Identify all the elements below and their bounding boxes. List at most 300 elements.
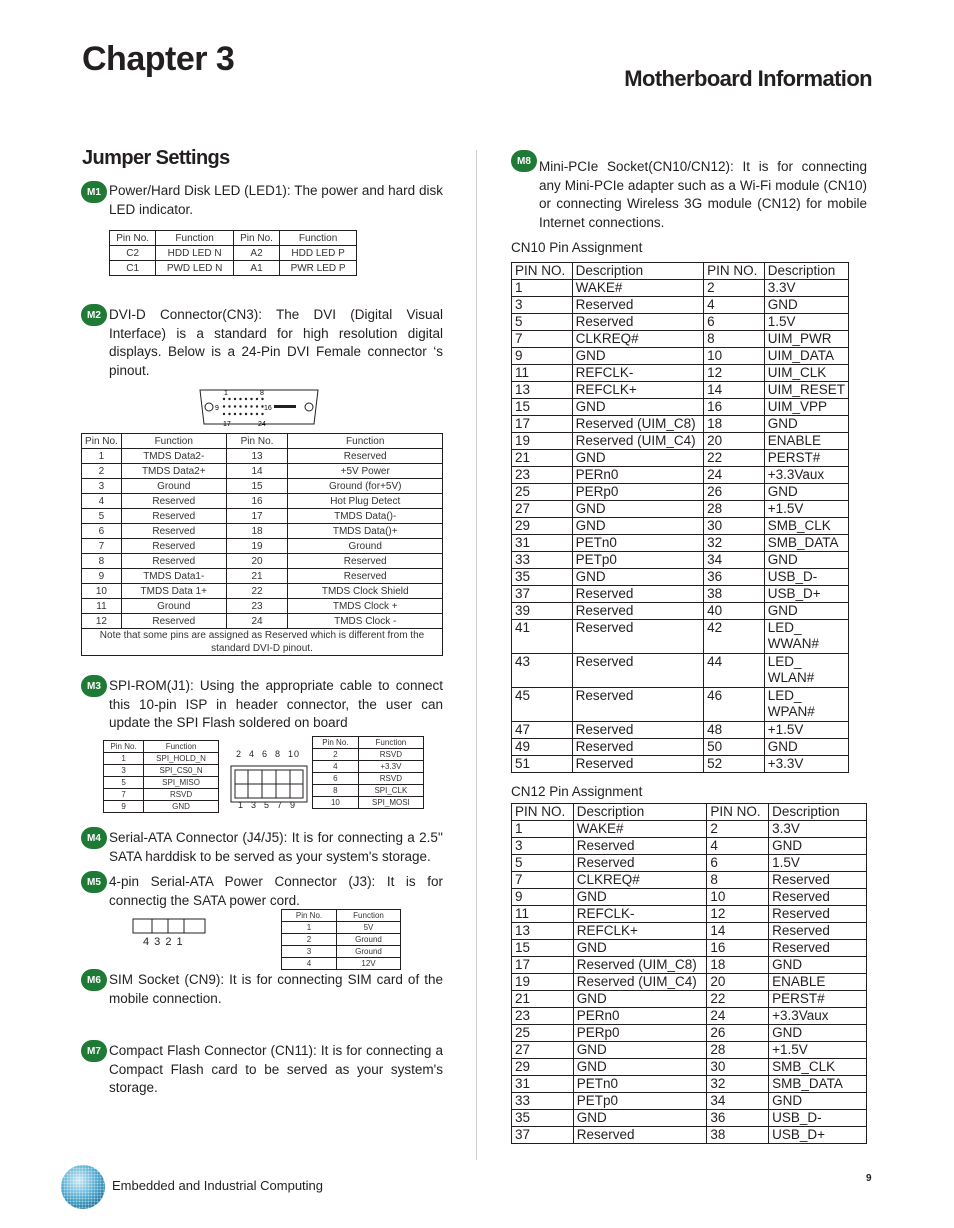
table-cell: 22 <box>707 991 769 1008</box>
table-cell: PETp0 <box>572 552 703 569</box>
table-cell: RSVD <box>358 749 423 761</box>
header-cell: Description <box>572 263 703 280</box>
table-cell: LED_ WLAN# <box>764 654 848 688</box>
table-cell: WAKE# <box>572 280 703 297</box>
header-cell: PIN NO. <box>512 804 574 821</box>
table-row <box>512 620 849 654</box>
table-cell: 4 <box>704 297 765 314</box>
table-cell: LED_ WPAN# <box>764 688 848 722</box>
table-cell: UIM_VPP <box>764 399 848 416</box>
led-pin-table-body <box>110 231 357 276</box>
table-cell: 21 <box>226 569 288 584</box>
table-cell: Reserved <box>572 314 703 331</box>
table-cell: 27 <box>512 501 573 518</box>
table-cell: 12 <box>707 906 769 923</box>
table-row <box>512 552 849 569</box>
table-cell: 12 <box>704 365 765 382</box>
table-cell: 2 <box>707 821 769 838</box>
table-cell: 11 <box>512 906 574 923</box>
header-cell: Function <box>280 231 357 246</box>
table-cell: CLKREQ# <box>573 872 707 889</box>
dvi-label-1: 1 <box>224 390 228 397</box>
table-cell: 34 <box>704 552 765 569</box>
table-cell: SMB_CLK <box>764 518 848 535</box>
table-cell: PERp0 <box>572 484 703 501</box>
table-row <box>82 569 443 584</box>
table-cell: Hot Plug Detect <box>288 494 443 509</box>
table-cell: 2 <box>704 280 765 297</box>
table-cell: 26 <box>707 1025 769 1042</box>
table-cell: 34 <box>707 1093 769 1110</box>
dvi-pin-dot <box>245 398 247 400</box>
header-cell: Function <box>121 434 226 449</box>
m8-description: Mini-PCIe Socket(CN10/CN12): It is for connecting any Mini-PCIe adapter such as a Wi-Fi module (CN10) or connecting Wireless 3G module (CN12) for mobile Internet connections. <box>539 159 867 230</box>
table-cell: 21 <box>512 991 574 1008</box>
table-cell: A2 <box>233 246 279 261</box>
table-cell: 14 <box>226 464 288 479</box>
m1-badge: M1 <box>81 181 107 203</box>
table-cell: TMDS Data2- <box>121 449 226 464</box>
table-cell: 1 <box>104 753 144 765</box>
table-cell: SPI_HOLD_N <box>144 753 219 765</box>
table-cell: 1 <box>282 922 337 934</box>
table-cell: Reserved <box>573 1127 707 1144</box>
table-note: Note that some pins are assigned as Reserved which is different from the standard DVI-D pinout. <box>82 629 443 656</box>
table-cell: RSVD <box>358 773 423 785</box>
table-cell: 6 <box>313 773 359 785</box>
header-cell: Pin No. <box>282 910 337 922</box>
header-cell: Function <box>288 434 443 449</box>
table-row <box>512 739 849 756</box>
table-row <box>512 501 849 518</box>
table-cell: GND <box>764 603 848 620</box>
table-cell: 9 <box>512 348 573 365</box>
sata-power-pin-table <box>281 909 401 970</box>
table-cell: Reserved (UIM_C4) <box>572 433 703 450</box>
table-cell: Reserved <box>121 614 226 629</box>
table-cell: 35 <box>512 569 573 586</box>
table-cell: SMB_CLK <box>769 1059 867 1076</box>
dvi-pin-dot <box>228 398 230 400</box>
table-cell: 18 <box>226 524 288 539</box>
table-row <box>512 1093 867 1110</box>
dvi-pin-table-body <box>82 434 443 656</box>
table-row <box>82 614 443 629</box>
table-cell: PERn0 <box>572 467 703 484</box>
table-cell: 30 <box>704 518 765 535</box>
table-cell: ENABLE <box>769 974 867 991</box>
table-cell: 5 <box>512 855 574 872</box>
table-cell: WAKE# <box>573 821 707 838</box>
table-cell: GND <box>572 348 703 365</box>
cn10-pin-table-body <box>512 263 849 773</box>
table-header-row <box>512 804 867 821</box>
dvi-label-8: 8 <box>260 390 264 397</box>
table-cell: GND <box>769 957 867 974</box>
m5-badge: M5 <box>81 871 107 893</box>
cn10-pin-table <box>511 262 849 773</box>
table-cell: GND <box>764 416 848 433</box>
table-cell: A1 <box>233 261 279 276</box>
table-cell: 33 <box>512 552 573 569</box>
table-cell: 12 <box>82 614 122 629</box>
m3-badge: M3 <box>81 675 107 697</box>
table-cell: TMDS Data2+ <box>121 464 226 479</box>
table-cell: GND <box>572 450 703 467</box>
table-row <box>82 554 443 569</box>
table-row <box>512 872 867 889</box>
table-row <box>512 1076 867 1093</box>
table-cell: 29 <box>512 518 573 535</box>
table-row <box>282 946 401 958</box>
table-cell: 1 <box>512 821 574 838</box>
table-row <box>82 599 443 614</box>
table-cell: 43 <box>512 654 573 688</box>
table-cell: 28 <box>707 1042 769 1059</box>
table-cell: HDD LED P <box>280 246 357 261</box>
header-cell: Description <box>764 263 848 280</box>
table-row <box>512 688 849 722</box>
dvi-pin-dot <box>239 413 241 415</box>
table-cell: 27 <box>512 1042 574 1059</box>
table-cell: GND <box>144 801 219 813</box>
jumper-settings-heading: Jumper Settings <box>82 147 230 169</box>
table-row <box>512 433 849 450</box>
table-cell: 19 <box>512 974 574 991</box>
table-cell: PWR LED P <box>280 261 357 276</box>
table-cell: 10 <box>707 889 769 906</box>
table-row <box>110 246 357 261</box>
table-cell: 1.5V <box>769 855 867 872</box>
header-cell: Function <box>337 910 401 922</box>
table-cell: SMB_DATA <box>769 1076 867 1093</box>
dvi-pin-dot <box>261 398 263 400</box>
table-header-row <box>110 231 357 246</box>
dvi-pin-dot <box>234 405 236 407</box>
table-cell: GND <box>764 297 848 314</box>
table-cell: 5 <box>104 777 144 789</box>
table-cell: 1 <box>82 449 122 464</box>
table-cell: 29 <box>512 1059 574 1076</box>
table-cell: 3 <box>282 946 337 958</box>
table-cell: GND <box>573 991 707 1008</box>
dvi-pin-dot <box>223 398 225 400</box>
footer-text: Embedded and Industrial Computing <box>112 1178 324 1193</box>
table-cell: Reserved (UIM_C8) <box>573 957 707 974</box>
dvi-pin-dot <box>234 413 236 415</box>
table-cell: 9 <box>512 889 574 906</box>
table-cell: ENABLE <box>764 433 848 450</box>
table-cell: USB_D+ <box>769 1127 867 1144</box>
header-cell: Pin No. <box>110 231 156 246</box>
table-cell: C1 <box>110 261 156 276</box>
table-header-row <box>512 263 849 280</box>
column-divider <box>476 150 477 1160</box>
dvi-pin-dot <box>234 398 236 400</box>
table-cell: Reserved <box>572 603 703 620</box>
table-row <box>512 603 849 620</box>
m7-description: Compact Flash Connector (CN11): It is for connecting a Compact Flash card to be served as your system's storage. <box>109 1043 443 1095</box>
header-cell: Description <box>769 804 867 821</box>
table-cell: 16 <box>704 399 765 416</box>
table-cell: 7 <box>512 872 574 889</box>
table-row <box>82 479 443 494</box>
table-cell: 4 <box>82 494 122 509</box>
table-cell: USB_D- <box>769 1110 867 1127</box>
table-row <box>82 524 443 539</box>
table-cell: UIM_CLK <box>764 365 848 382</box>
table-cell: SMB_DATA <box>764 535 848 552</box>
table-cell: 8 <box>82 554 122 569</box>
table-cell: Reserved <box>572 688 703 722</box>
table-cell: REFCLK+ <box>573 923 707 940</box>
table-row <box>512 821 867 838</box>
table-cell: 38 <box>704 586 765 603</box>
table-cell: 6 <box>707 855 769 872</box>
table-row <box>512 331 849 348</box>
table-cell: 3 <box>512 838 574 855</box>
table-row <box>512 906 867 923</box>
table-row <box>512 518 849 535</box>
table-cell: Reserved <box>572 654 703 688</box>
m3-description: SPI-ROM(J1): Using the appropriate cable to connect this 10-pin ISP in header connector, the user can update the SPI Flash soldered on board <box>109 678 443 730</box>
spi-header-top-labels: 2 4 6 8 10 <box>236 749 301 759</box>
table-row <box>282 934 401 946</box>
header-cell: Pin No. <box>104 741 144 753</box>
m6-description: SIM Socket (CN9): It is for connecting SIM card of the mobile connection. <box>109 972 443 1006</box>
table-cell: PETp0 <box>573 1093 707 1110</box>
table-cell: 7 <box>104 789 144 801</box>
table-cell: TMDS Clock - <box>288 614 443 629</box>
table-cell: 33 <box>512 1093 574 1110</box>
table-note-row <box>82 629 443 656</box>
sata-power-connector-diagram <box>132 917 206 935</box>
table-cell: 8 <box>704 331 765 348</box>
table-cell: 19 <box>226 539 288 554</box>
table-cell: Reserved <box>121 554 226 569</box>
spi-pin-table-odd-body <box>104 741 219 813</box>
table-cell: 16 <box>226 494 288 509</box>
table-cell: Reserved <box>288 554 443 569</box>
table-cell: 14 <box>704 382 765 399</box>
table-row <box>512 569 849 586</box>
spi-header-diagram <box>230 765 308 803</box>
header-cell: Function <box>358 737 423 749</box>
dvi-pin-dot <box>245 413 247 415</box>
table-row <box>82 449 443 464</box>
table-row <box>512 923 867 940</box>
table-row <box>512 654 849 688</box>
table-cell: 13 <box>512 382 573 399</box>
table-cell: 15 <box>512 399 573 416</box>
table-row <box>512 314 849 331</box>
table-row <box>512 348 849 365</box>
table-cell: 46 <box>704 688 765 722</box>
table-cell: 18 <box>704 416 765 433</box>
table-row <box>512 586 849 603</box>
table-cell: TMDS Data 1+ <box>121 584 226 599</box>
header-cell: Pin No. <box>313 737 359 749</box>
table-cell: GND <box>573 889 707 906</box>
table-row <box>82 464 443 479</box>
table-row <box>512 991 867 1008</box>
header-cell: Function <box>144 741 219 753</box>
table-row <box>282 922 401 934</box>
table-cell: 10 <box>313 797 359 809</box>
header-cell: PIN NO. <box>512 263 573 280</box>
table-row <box>82 584 443 599</box>
table-cell: UIM_RESET <box>764 382 848 399</box>
table-cell: TMDS Data()- <box>288 509 443 524</box>
table-cell: 3.3V <box>769 821 867 838</box>
table-cell: 28 <box>704 501 765 518</box>
table-cell: GND <box>764 552 848 569</box>
table-cell: Reserved <box>121 539 226 554</box>
table-cell: SPI_MOSI <box>358 797 423 809</box>
cn12-caption: CN12 Pin Assignment <box>511 784 643 799</box>
spi-pin-table-even-body <box>313 737 424 809</box>
table-cell: 36 <box>704 569 765 586</box>
table-cell: 32 <box>704 535 765 552</box>
table-cell: 17 <box>512 416 573 433</box>
table-row <box>512 889 867 906</box>
table-row <box>512 535 849 552</box>
table-header-row <box>82 434 443 449</box>
table-cell: 48 <box>704 722 765 739</box>
spi-pin-table-even <box>312 736 424 809</box>
table-cell: 7 <box>512 331 573 348</box>
spi-header-bottom-labels: 1 3 5 7 9 <box>238 800 297 810</box>
table-cell: 8 <box>707 872 769 889</box>
table-cell: GND <box>573 1042 707 1059</box>
table-cell: Reserved (UIM_C4) <box>573 974 707 991</box>
dvi-pin-dot <box>223 405 225 407</box>
table-cell: 15 <box>512 940 574 957</box>
table-cell: 7 <box>82 539 122 554</box>
table-cell: Ground <box>121 599 226 614</box>
table-cell: Reserved <box>573 855 707 872</box>
table-cell: 17 <box>512 957 574 974</box>
table-cell: 5 <box>512 314 573 331</box>
table-cell: 20 <box>704 433 765 450</box>
table-cell: 20 <box>226 554 288 569</box>
table-row <box>104 789 219 801</box>
table-cell: 45 <box>512 688 573 722</box>
table-cell: 24 <box>707 1008 769 1025</box>
table-row <box>104 801 219 813</box>
table-row <box>512 855 867 872</box>
table-cell: GND <box>769 1025 867 1042</box>
table-cell: REFCLK- <box>573 906 707 923</box>
table-row <box>512 1110 867 1127</box>
table-cell: 3 <box>512 297 573 314</box>
table-cell: GND <box>573 1059 707 1076</box>
dvi-pin-dot <box>256 398 258 400</box>
table-cell: Reserved <box>769 906 867 923</box>
m2-description: DVI-D Connector(CN3): The DVI (Digital Visual Interface) is a standard for high resolution digital displays. Below is a 24-Pin DVI Female connector ‘s pinout. <box>109 307 443 378</box>
table-row <box>512 940 867 957</box>
table-row <box>512 297 849 314</box>
table-cell: 4 <box>313 761 359 773</box>
table-cell: 14 <box>707 923 769 940</box>
table-cell: Reserved <box>573 838 707 855</box>
table-row <box>512 280 849 297</box>
table-cell: 3 <box>82 479 122 494</box>
table-cell: 39 <box>512 603 573 620</box>
table-row <box>512 399 849 416</box>
table-cell: Reserved (UIM_C8) <box>572 416 703 433</box>
table-cell: USB_D- <box>764 569 848 586</box>
table-row <box>512 1042 867 1059</box>
page-number: 9 <box>866 1173 872 1184</box>
table-row <box>104 777 219 789</box>
table-row <box>110 261 357 276</box>
table-row <box>313 773 424 785</box>
table-cell: +1.5V <box>769 1042 867 1059</box>
m6-badge: M6 <box>81 969 107 991</box>
dvi-label-9: 9 <box>215 405 219 412</box>
table-cell: CLKREQ# <box>572 331 703 348</box>
table-cell: RSVD <box>144 789 219 801</box>
table-cell: 22 <box>704 450 765 467</box>
table-cell: 40 <box>704 603 765 620</box>
header-cell: Description <box>573 804 707 821</box>
table-cell: SPI_MISO <box>144 777 219 789</box>
table-cell: Reserved <box>288 449 443 464</box>
table-cell: 51 <box>512 756 573 773</box>
table-cell: 24 <box>704 467 765 484</box>
table-row <box>512 722 849 739</box>
table-header-row <box>313 737 424 749</box>
table-cell: Reserved <box>121 494 226 509</box>
spi-pin-table-odd <box>103 740 219 813</box>
cn12-pin-table <box>511 803 867 1144</box>
dvi-pin-dot <box>239 398 241 400</box>
table-cell: 2 <box>313 749 359 761</box>
table-cell: PERn0 <box>573 1008 707 1025</box>
table-row <box>512 382 849 399</box>
sata-power-pin-table-body <box>282 910 401 970</box>
table-cell: 25 <box>512 1025 574 1042</box>
table-cell: 17 <box>226 509 288 524</box>
table-cell: 30 <box>707 1059 769 1076</box>
table-cell: 41 <box>512 620 573 654</box>
table-row <box>512 1008 867 1025</box>
table-cell: 11 <box>512 365 573 382</box>
table-cell: +5V Power <box>288 464 443 479</box>
table-cell: 20 <box>707 974 769 991</box>
table-header-row <box>282 910 401 922</box>
m4-description: Serial-ATA Connector (J4/J5): It is for connecting a 2.5'' SATA harddisk to be served as your system's storage. <box>109 830 443 864</box>
table-row <box>512 416 849 433</box>
table-row <box>313 761 424 773</box>
dvi-pin-dot <box>250 405 252 407</box>
dvi-pin-dot <box>228 405 230 407</box>
table-cell: +3.3Vaux <box>764 467 848 484</box>
table-cell: 8 <box>313 785 359 797</box>
table-row <box>512 838 867 855</box>
table-cell: SPI_CLK <box>358 785 423 797</box>
table-cell: UIM_PWR <box>764 331 848 348</box>
chapter-title: Chapter 3 <box>82 40 235 78</box>
company-logo-globe-icon <box>60 1164 106 1210</box>
header-cell: PIN NO. <box>707 804 769 821</box>
table-row <box>82 494 443 509</box>
cn12-pin-table-body <box>512 804 867 1144</box>
table-cell: 25 <box>512 484 573 501</box>
m1-description: Power/Hard Disk LED (LED1): The power and hard disk LED indicator. <box>109 183 443 217</box>
table-cell: C2 <box>110 246 156 261</box>
